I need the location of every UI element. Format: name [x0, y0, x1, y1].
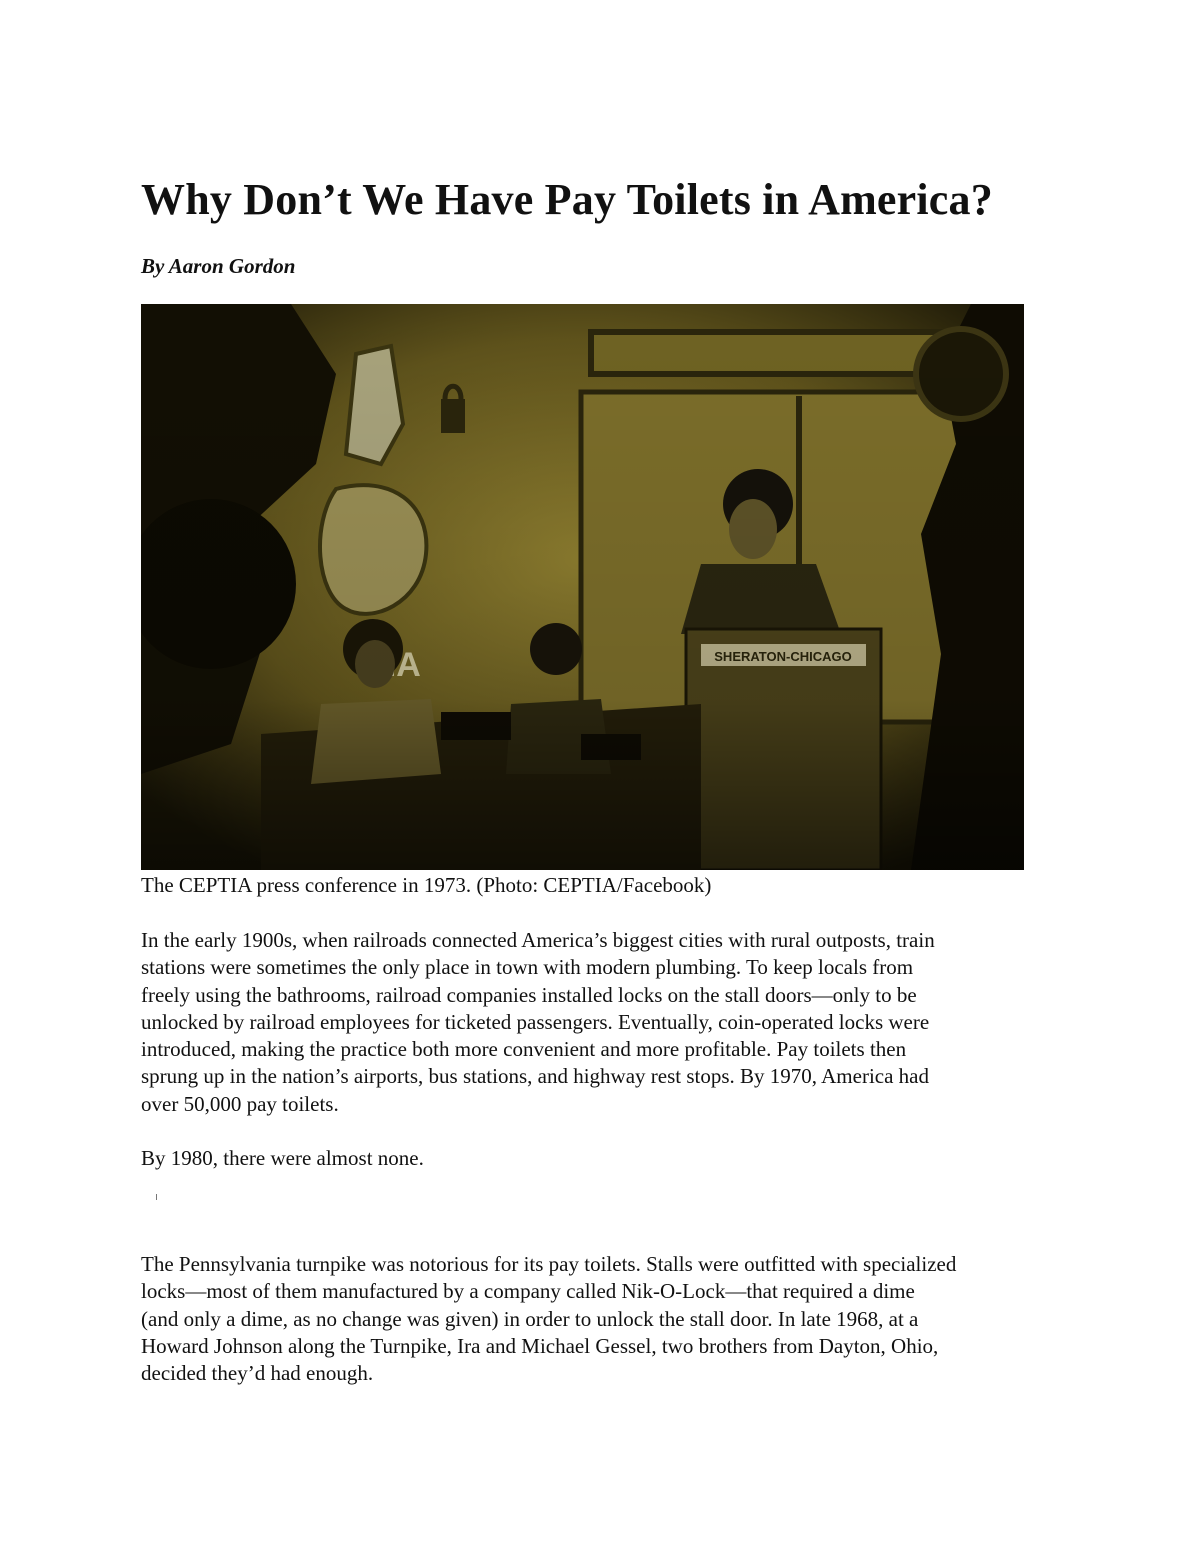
- paragraph-1980: By 1980, there were almost none.: [141, 1146, 424, 1170]
- paragraph-line: (and only a dime, as no change was given) in order to unlock the stall door. In late 1968, at a: [141, 1306, 919, 1331]
- paragraph-line: introduced, making the practice both more convenient and more profitable. Pay toilets then: [141, 1037, 907, 1062]
- paragraph-line: decided they’d had enough.: [141, 1361, 374, 1386]
- article-byline: By Aaron Gordon: [141, 254, 296, 278]
- paragraph-line: Howard Johnson along the Turnpike, Ira and Michael Gessel, two brothers from Dayton, Ohio,: [141, 1333, 939, 1358]
- paragraph-line: The Pennsylvania turnpike was notorious for its pay toilets. Stalls were outfitted with specialized: [141, 1252, 957, 1276]
- photo-caption: The CEPTIA press conference in 1973. (Photo: CEPTIA/Facebook): [141, 873, 712, 897]
- paragraph-line: stations were sometimes the only place in town with modern plumbing. To keep locals from: [141, 955, 914, 980]
- stray-mark: [156, 1194, 157, 1200]
- press-conference-photo: [141, 304, 1024, 870]
- paragraph-intro: [141, 927, 1071, 1118]
- paragraph-line: In the early 1900s, when railroads connected America’s biggest cities with rural outposts, train: [141, 928, 935, 952]
- photo-illustration: [141, 304, 1024, 870]
- paragraph-line: over 50,000 pay toilets.: [141, 1091, 339, 1116]
- paragraph-line: locks—most of them manufactured by a company called Nik-O-Lock—that required a dime: [141, 1279, 915, 1304]
- paragraph-turnpike: [141, 1251, 1071, 1387]
- paragraph-line: sprung up in the nation’s airports, bus stations, and highway rest stops. By 1970, America had: [141, 1064, 929, 1089]
- article-title: Why Don’t We Have Pay Toilets in America?: [141, 175, 993, 224]
- paragraph-line: freely using the bathrooms, railroad companies installed locks on the stall doors—only to be: [141, 982, 917, 1007]
- paragraph-line: unlocked by railroad employees for ticketed passengers. Eventually, coin-operated locks were: [141, 1009, 930, 1034]
